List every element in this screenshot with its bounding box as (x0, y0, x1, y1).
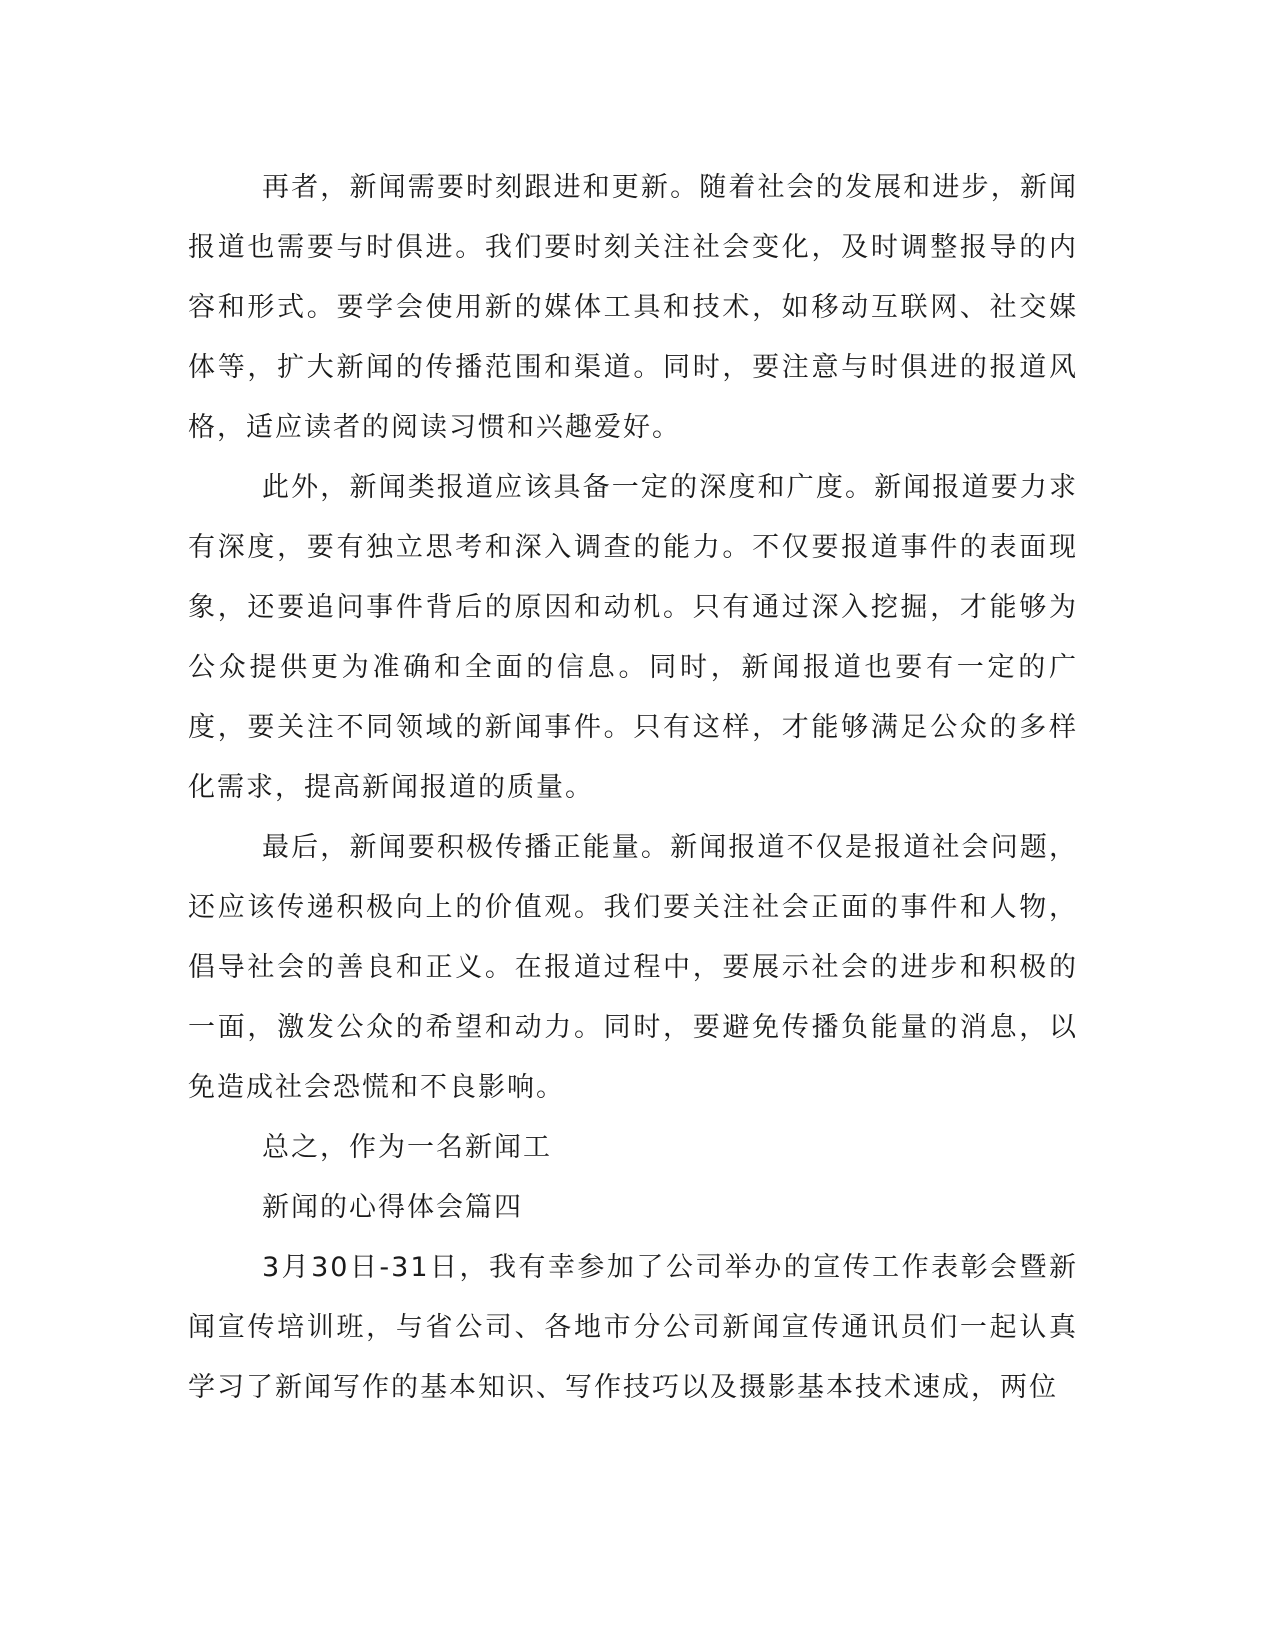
paragraph-positive-energy: 最后，新闻要积极传播正能量。新闻报道不仅是报道社会问题，还应该传递积极向上的价值观。我们要关注社会正面的事件和人物，倡导社会的善良和正义。在报道过程中，要展示社会的进步和积极的一面，激发公众的希望和动力。同时，要避免传播负能量的消息，以免造成社会恐慌和不良影响。 (188, 832, 1078, 1103)
document-body (188, 158, 1078, 1418)
section-heading: 新闻的心得体会篇四 (262, 1192, 523, 1223)
paragraph-summary: 总之，作为一名新闻工 (262, 1132, 552, 1163)
paragraph-news-updates: 再者，新闻需要时刻跟进和更新。随着社会的发展和进步，新闻报道也需要与时俱进。我们要时刻关注社会变化，及时调整报导的内容和形式。要学会使用新的媒体工具和技术，如移动互联网、社交媒体等，扩大新闻的传播范围和渠道。同时，要注意与时俱进的报道风格，适应读者的阅读习惯和兴趣爱好。 (188, 172, 1078, 443)
paragraph-depth-breadth: 此外，新闻类报道应该具备一定的深度和广度。新闻报道要力求有深度，要有独立思考和深入调查的能力。不仅要报道事件的表面现象，还要追问事件背后的原因和动机。只有通过深入挖掘，才能够为公众提供更为准确和全面的信息。同时，新闻报道也要有一定的广度，要关注不同领域的新闻事件。只有这样，才能够满足公众的多样化需求，提高新闻报道的质量。 (188, 472, 1078, 803)
paragraph-training: 3月30日-31日，我有幸参加了公司举办的宣传工作表彰会暨新闻宣传培训班，与省公司、各地市分公司新闻宣传通讯员们一起认真学习了新闻写作的基本知识、写作技巧以及摄影基本技术速成，两位 (188, 1252, 1078, 1403)
